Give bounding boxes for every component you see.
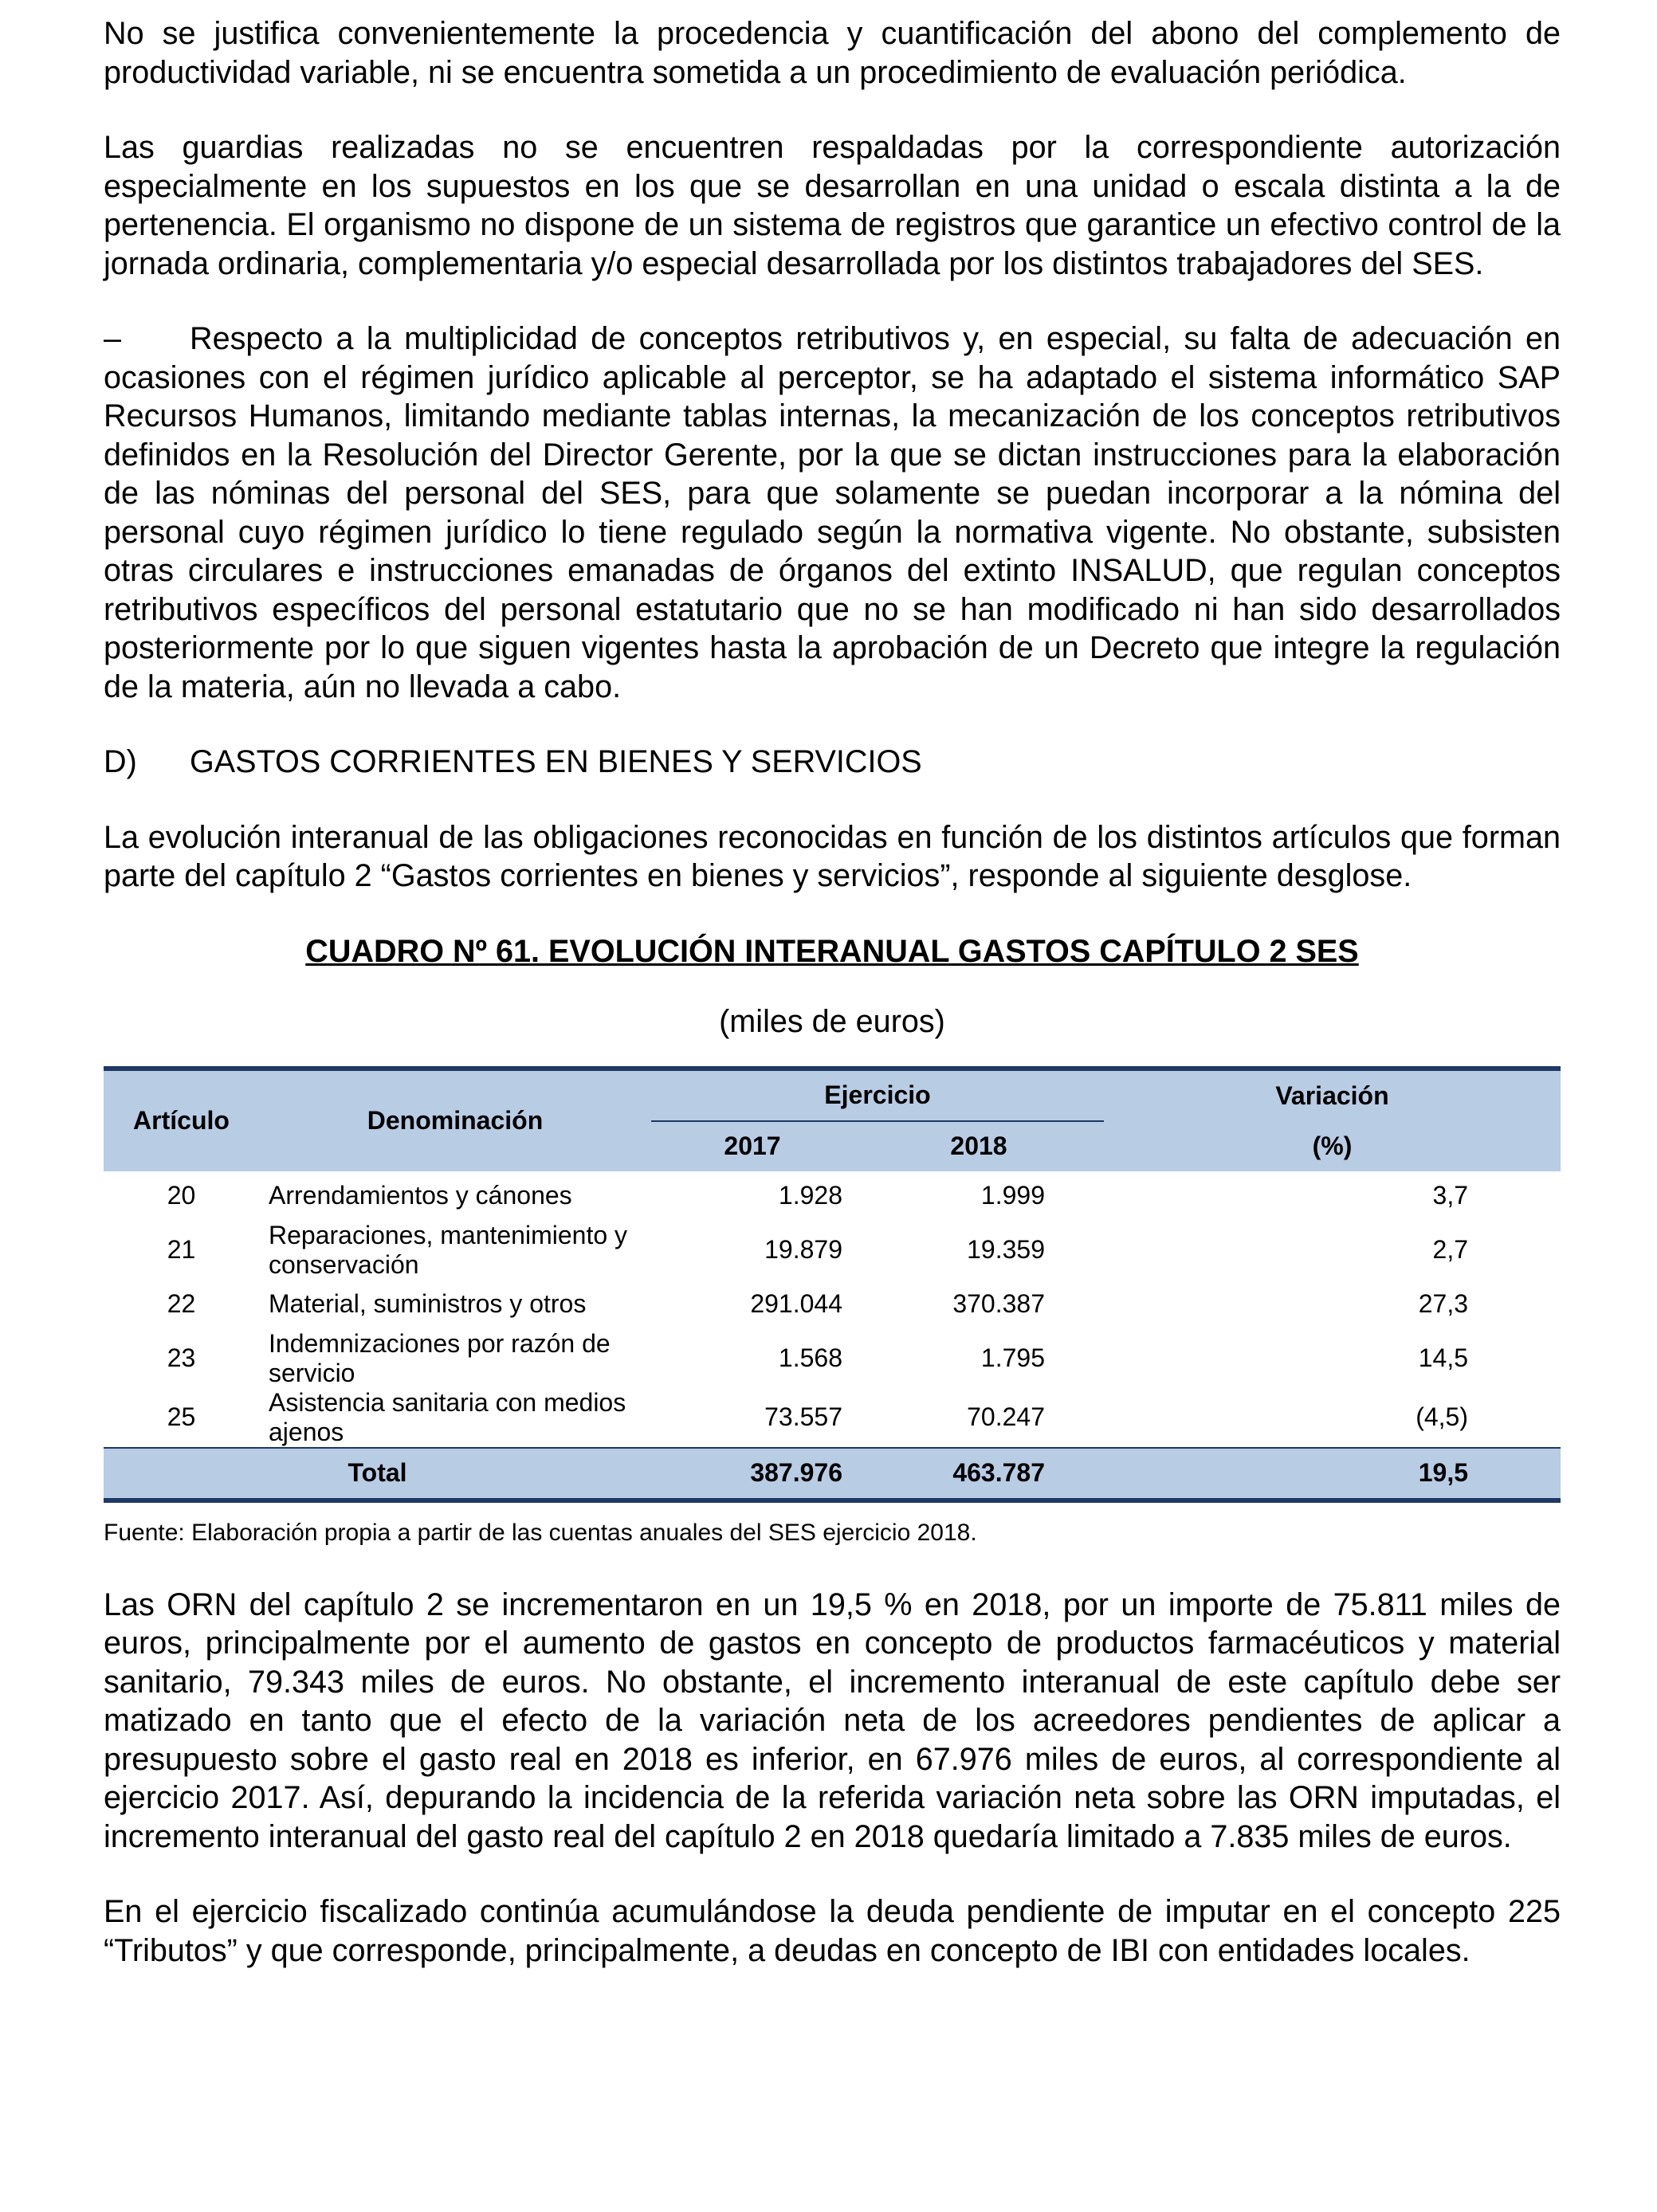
total-label: Total <box>104 1448 651 1500</box>
paragraph-orn: Las ORN del capítulo 2 se incrementaron en un 19,5 % en 2018, por un importe de 75.811 miles de euros, principalmente por el aumento de gastos en concepto de productos farmacéuticos y material sanitario, 79.343 miles de euros. No obstante, el incremento interanual de este capítulo debe ser matizado en tanto que el efecto de la variación neta de los acreedores pendientes de aplicar a presupuesto sobre el gasto real en 2018 es inferior, en 67.976 miles de euros, al correspondiente al ejercicio 2017. Así, depurando la incidencia de la referida variación neta sobre las ORN imputadas, el incremento interanual del gasto real del capítulo 2 en 2018 quedaría limitado a 7.835 miles de euros. <box>104 1586 1561 1854</box>
document-page <box>104 14 1561 2006</box>
total-2018: 463.787 <box>854 1448 1104 1500</box>
header-denominacion: Denominación <box>259 1069 651 1171</box>
table-row <box>104 1171 1561 1221</box>
cell-2017: 1.568 <box>778 1343 842 1372</box>
cell-2017: 73.557 <box>764 1402 842 1431</box>
cell-2018: 370.387 <box>952 1289 1045 1318</box>
section-letter: D) <box>104 744 137 779</box>
cell-variacion: 3,7 <box>1432 1181 1468 1210</box>
total-variacion: 19,5 <box>1104 1448 1561 1500</box>
section-title: GASTOS CORRIENTES EN BIENES Y SERVICIOS <box>190 744 922 779</box>
cell-2018: 1.795 <box>980 1343 1045 1372</box>
total-2017: 387.976 <box>651 1448 854 1500</box>
table-title: CUADRO Nº 61. EVOLUCIÓN INTERANUAL GASTOS CAPÍTULO 2 SES <box>305 933 1359 969</box>
cell-variacion: 14,5 <box>1418 1343 1468 1372</box>
dash-marker: – <box>104 321 122 356</box>
header-year-2018: 2018 <box>854 1121 1104 1171</box>
cell-denominacion: Asistencia sanitaria con medios ajenos <box>269 1387 626 1446</box>
header-variacion-unit: (%) <box>1104 1121 1561 1171</box>
cell-denominacion: Arrendamientos y cánones <box>269 1181 572 1210</box>
table-row <box>104 1280 1561 1329</box>
bullet-text: Respecto a la multiplicidad de conceptos retributivos y, en especial, su falta de adecuación en ocasiones con el régimen jurídico aplicable al perceptor, se ha adaptado el sistema informático SAP Recursos Humanos, limitando mediante tablas internas, la mecanización de los conceptos retributivos definidos en la Resolución del Director Gerente, por la que se dictan instrucciones para la elaboración de las nóminas del personal del SES, para que solamente se puedan incorporar a la nómina del personal cuyo régimen jurídico lo tiene regulado según la normativa vigente. No obstante, subsisten otras circulares e instrucciones emanadas de órganos del extinto INSALUD, que regulan conceptos retributivos específicos del personal estatutario que no se han modificado ni han sido desarrollados posteriormente por lo que siguen vigentes hasta la aprobación de un Decreto que integre la regulación de la materia, aún no llevada a cabo. <box>104 321 1561 704</box>
total-row <box>104 1448 1561 1500</box>
cell-denominacion: Reparaciones, mantenimiento y conservación <box>269 1220 628 1279</box>
expenses-table <box>104 1066 1561 1503</box>
paragraph-intro: La evolución interanual de las obligaciones reconocidas en función de los distintos artículos que forman parte del capítulo 2 “Gastos corrientes en bienes y servicios”, responde al siguiente desglose. <box>104 819 1561 893</box>
cell-articulo: 21 <box>167 1235 196 1264</box>
table-row <box>104 1221 1561 1280</box>
paragraph-productividad: No se justifica convenientemente la procedencia y cuantificación del abono del complemento de productividad variable, ni se encuentra sometida a un procedimiento de evaluación periódica. <box>104 16 1561 90</box>
cell-variacion: 2,7 <box>1432 1235 1468 1264</box>
cell-articulo: 25 <box>167 1402 196 1431</box>
bullet-paragraph <box>104 320 1561 706</box>
paragraph-tributos: En el ejercicio fiscalizado continúa acumulándose la deuda pendiente de imputar en el concepto 225 “Tributos” y que corresponde, principalmente, a deudas en concepto de IBI con entidades locales. <box>104 1894 1561 1968</box>
cell-2018: 1.999 <box>980 1181 1045 1210</box>
table-row <box>104 1329 1561 1388</box>
cell-2017: 1.928 <box>778 1181 842 1210</box>
cell-denominacion: Material, suministros y otros <box>269 1289 587 1318</box>
cell-articulo: 23 <box>167 1343 196 1372</box>
header-articulo: Artículo <box>104 1069 259 1171</box>
cell-2018: 70.247 <box>967 1402 1045 1431</box>
table-subtitle: (miles de euros) <box>719 1003 945 1039</box>
cell-2017: 291.044 <box>750 1289 842 1318</box>
header-variacion: Variación <box>1104 1069 1561 1121</box>
table-row <box>104 1388 1561 1448</box>
cell-articulo: 22 <box>167 1289 196 1318</box>
cell-denominacion: Indemnizaciones por razón de servicio <box>269 1328 611 1387</box>
section-heading <box>104 743 1561 782</box>
paragraph-guardias: Las guardias realizadas no se encuentren respaldadas por la correspondiente autorización especialmente en los supuestos en los que se desarrollan en una unidad o escala distinta a la de pertenencia. El organismo no dispone de un sistema de registros que garantice un efectivo control de la jornada ordinaria, complementaria y/o especial desarrollada por los distintos trabajadores del SES. <box>104 130 1561 281</box>
header-year-2017: 2017 <box>651 1121 854 1171</box>
cell-variacion: 27,3 <box>1418 1289 1468 1318</box>
cell-2018: 19.359 <box>967 1235 1045 1264</box>
table-source: Fuente: Elaboración propia a partir de las cuentas anuales del SES ejercicio 2018. <box>104 1519 977 1546</box>
cell-variacion: (4,5) <box>1416 1402 1468 1431</box>
cell-articulo: 20 <box>167 1181 196 1210</box>
cell-2017: 19.879 <box>764 1235 842 1264</box>
header-ejercicio: Ejercicio <box>651 1069 1104 1121</box>
